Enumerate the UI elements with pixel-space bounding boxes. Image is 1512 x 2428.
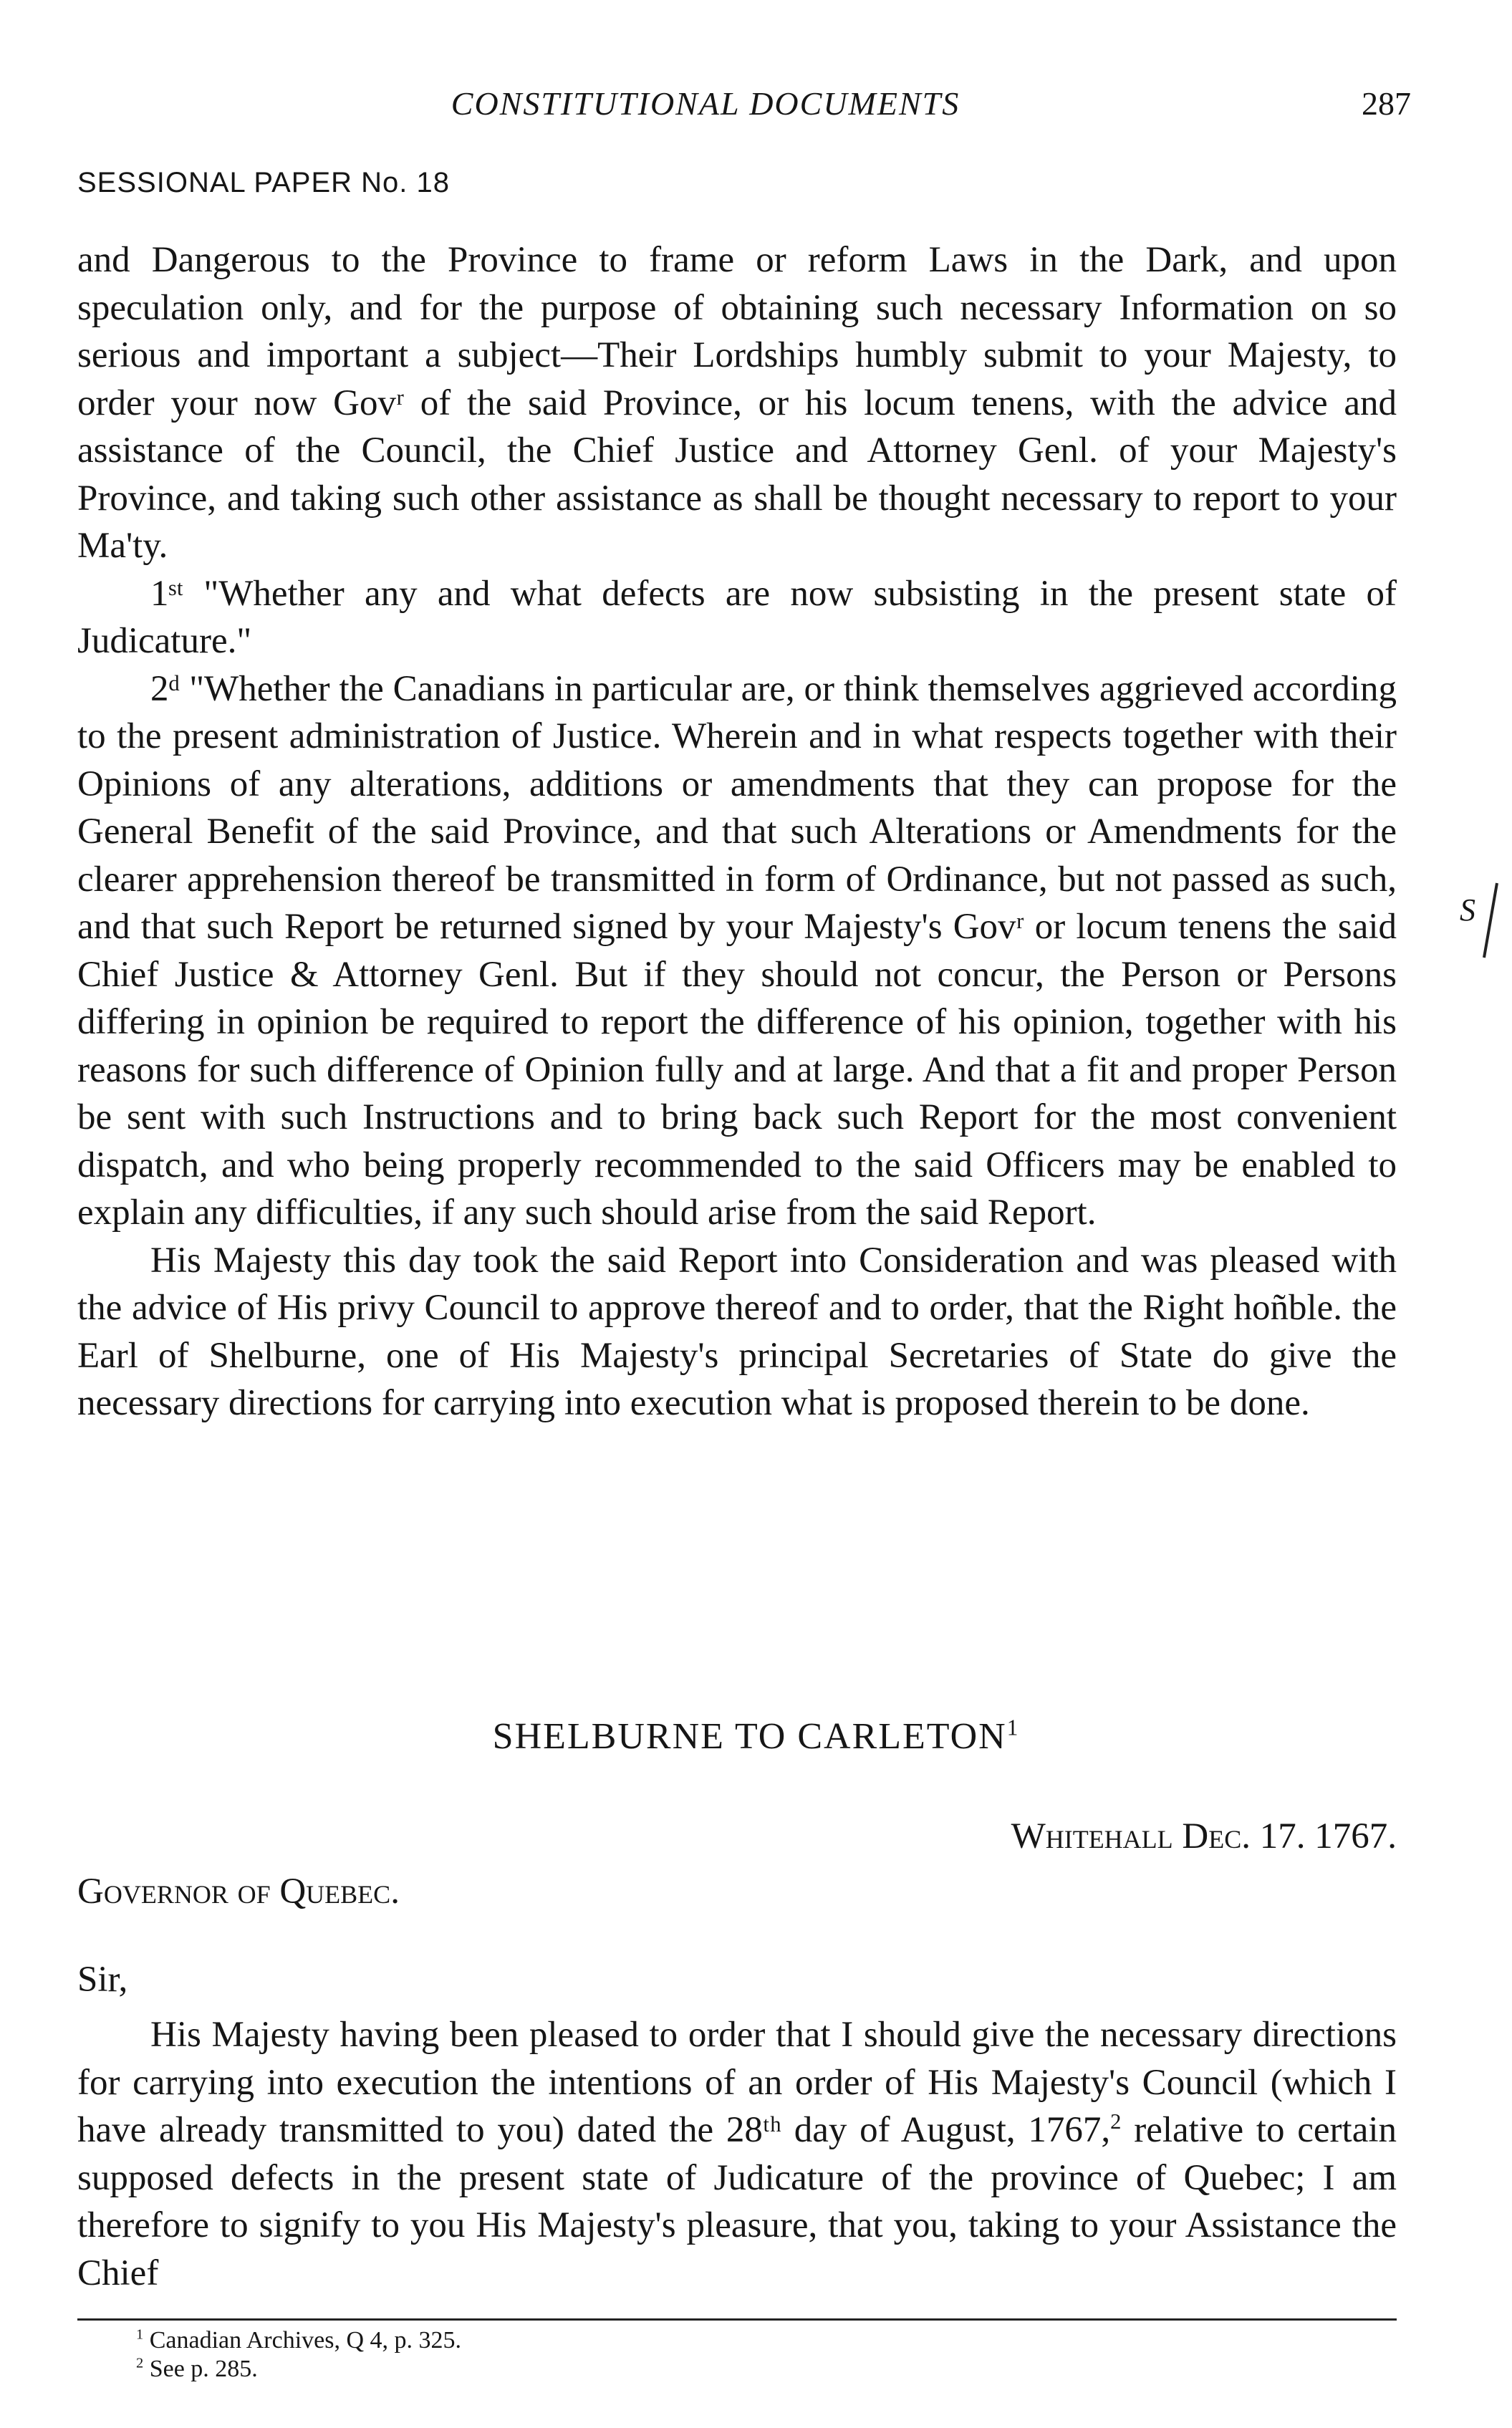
paragraph-4: His Majesty this day took the said Report into Consideration and was pleased with the advice of His privy Council to approve thereof and to order, that the Right hoñble. the Earl of Shelburne, one of His Majesty's principal Secretaries of State do give the necessary directions for carrying into execution what is proposed therein to be done.: [77, 1240, 1397, 1423]
paragraph-1: and Dangerous to the Province to frame or reform Laws in the Dark, and upon speculation only, and for the purpose of obtaining such necessary Information on so serious and important a subject—Their Lordships humbly submit to your Majesty, to order your now Govʳ of the said Province, or his locum tenens, with the advice and assistance of the Council, the Chief Justice and Attorney Genl. of your Majesty's Province, and taking such other assistance as shall be thought necessary to report to your Ma'ty.: [77, 240, 1397, 566]
page-number: 287: [1362, 85, 1411, 122]
salutation: Sir,: [77, 1960, 128, 2000]
report-text: [77, 236, 1397, 1427]
marginal-note: S: [1460, 892, 1475, 928]
footnotes: [136, 2326, 461, 2384]
heading-footnote-ref: 1: [1006, 1715, 1020, 1740]
footnote-2: [136, 2355, 461, 2384]
letter-text-c: relative to certain supposed defects in the present state of Judicature of the province of Quebec; I am therefore to signify to you His Majesty's pleasure, that you, taking to your Assistance the Chief: [77, 2110, 1397, 2293]
letter-heading: [0, 1715, 1512, 1758]
marginal-slash-mark: [1447, 877, 1504, 963]
item-text-1: "Whether any and what defects are now subsisting in the present state of Judicature.": [77, 573, 1397, 661]
item-marker-1: 1ˢᵗ: [150, 573, 184, 614]
letter-text-b: day of August, 1767,: [781, 2110, 1111, 2150]
item-text-2: "Whether the Canadians in particular are, or think themselves aggrieved according to the present administration of Justice. Wherein and in what respects together with their Opinions of any alterations, additions or amendments that they can propose for the General Benefit of the said Province, and that such Alterations or Amendments for the clearer apprehension thereof be transmitted in form of Ordinance, but not passed as such, and that such Report be returned signed by your Majesty's Govʳ or locum tenens the said Chief Justice & Attorney Genl. But if they should not concur, the Person or Persons differing in opinion be required to report the difference of his opinion, together with his reasons for such difference of Opinion fully and at large. And that a fit and proper Person be sent with such Instructions and to bring back such Report for the most convenient dispatch, and who being properly recommended to the said Officers may be enabled to explain any difficulties, if any such should arise from the said Report.: [77, 668, 1397, 1233]
letter-text-a: His Majesty having been pleased to order that I should give the necessary directions for carrying into execution the intentions of an order of His Majesty's Council (which I have already transmitted to you) dated the: [77, 2015, 1397, 2150]
footnote-mark: 1: [136, 2326, 144, 2343]
item-marker-2: 2ᵈ: [150, 668, 180, 709]
footnote-mark: 2: [136, 2355, 144, 2371]
letter-heading-text: SHELBURNE TO CARLETON: [492, 1716, 1007, 1757]
letter-paragraph: [77, 2011, 1397, 2297]
footnote-text: Canadian Archives, Q 4, p. 325.: [149, 2327, 462, 2354]
running-title: CONSTITUTIONAL DOCUMENTS: [451, 85, 960, 122]
footnote-rule: [77, 2318, 1397, 2321]
paragraph-2: [77, 570, 1397, 665]
addressee: Governor of Quebec.: [77, 1871, 400, 1912]
body-footnote-ref: 2: [1110, 2109, 1122, 2134]
paragraph-3: [77, 665, 1397, 1237]
dateline: Whitehall Dec. 17. 1767.: [1011, 1816, 1397, 1856]
sessional-paper-label: SESSIONAL PAPER No. 18: [77, 167, 450, 198]
letter-text: [77, 2011, 1397, 2297]
footnote-text: See p. 285.: [149, 2356, 258, 2382]
footnote-1: [136, 2326, 461, 2355]
letter-date-day: 28ᵗʰ: [726, 2110, 782, 2150]
